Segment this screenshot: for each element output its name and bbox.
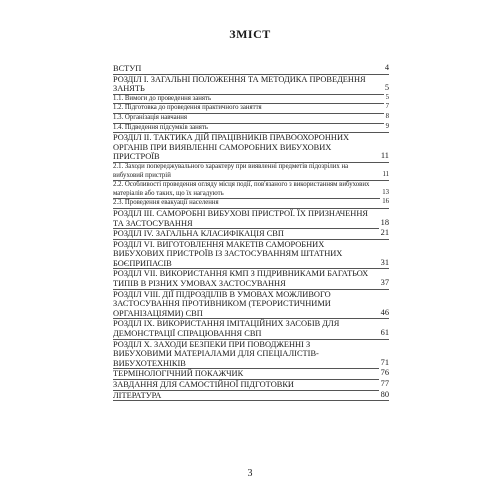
- toc-entry-1-4: [113, 124, 389, 134]
- page-number: 3: [247, 468, 253, 479]
- toc-entry-page: 37: [380, 278, 389, 288]
- toc-entry-text: 1.3. Організація навчання: [113, 113, 188, 121]
- toc-entry-page: 31: [380, 257, 389, 267]
- toc-entry-page: 16: [382, 198, 389, 206]
- toc-entry-page: 18: [380, 217, 389, 227]
- toc-entry-self-study: [113, 380, 389, 391]
- toc-entry-text: ЗАВДАННЯ ДЛЯ САМОСТІЙНОЇ ПІДГОТОВКИ: [113, 380, 294, 389]
- toc-entry-intro: [113, 64, 389, 75]
- toc-entry-2-1: [113, 163, 389, 181]
- toc-entry-section-6: [113, 240, 389, 270]
- toc-entry-section-10: [113, 340, 389, 370]
- table-of-contents: [113, 64, 389, 401]
- toc-entry-page: 80: [380, 389, 389, 399]
- toc-entry-text: 1.2. Підготовка до проведення практичного заняття: [113, 104, 262, 112]
- toc-entry-section-8: [113, 290, 389, 320]
- toc-entry-text: РОЗДІЛ VII. ВИКОРИСТАННЯ КМП З ПІДРИВНИКАМИ БАГАТЬОХ ТИПІВ В РІЗНИХ УМОВАХ ЗАСТОСУВАННЯ: [113, 269, 369, 289]
- toc-entry-page: 9: [385, 122, 389, 130]
- toc-entry-page: 77: [380, 379, 389, 388]
- toc-entry-text: РОЗДІЛ IX. ВИКОРИСТАННЯ ІМІТАЦІЙНИХ ЗАСОБІВ ДЛЯ ДЕМОНСТРАЦІЇ СПРАЦЮВАННЯ СВП: [113, 319, 340, 339]
- toc-entry-section-1: [113, 75, 389, 95]
- toc-entry-page: 5: [384, 83, 389, 93]
- toc-entry-page: 61: [380, 328, 389, 338]
- toc-entry-page: 11: [382, 170, 389, 178]
- toc-entry-text: ТЕРМІНОЛОГІЧНИЙ ПОКАЖЧИК: [113, 369, 244, 379]
- toc-entry-section-7: [113, 269, 389, 289]
- toc-entry-page: 8: [385, 112, 389, 120]
- toc-entry-text: ВСТУП: [113, 64, 142, 73]
- page-title: ЗМІСТ: [229, 27, 271, 41]
- toc-entry-text: РОЗДІЛ II. ТАКТИКА ДІЙ ПРАЦІВНИКІВ ПРАВООХОРОННИХ ОРГАНІВ ПРИ ВИЯВЛЕННІ САМОРОБНИХ ВИБУХОВИХ ПРИСТРОЇВ: [113, 133, 350, 162]
- toc-entry-1-3: [113, 114, 389, 124]
- toc-entry-2-2: [113, 181, 389, 199]
- toc-entry-1-1: [113, 95, 389, 105]
- toc-entry-text: РОЗДІЛ III. САМОРОБНІ ВИБУХОВІ ПРИСТРОЇ. ЇХ ПРИЗНАЧЕННЯ ТА ЗАСТОСУВАННЯ: [113, 208, 368, 228]
- toc-entry-section-3: [113, 209, 389, 229]
- toc-entry-page: 13: [382, 188, 389, 196]
- toc-entry-section-2: [113, 133, 389, 163]
- toc-entry-text: 2.2. Особливості проведення огляду місця події, пов'язаного з використанням вибухових матеріалів або таких, що їх нагадують: [113, 181, 370, 197]
- toc-entry-text: ЛІТЕРАТУРА: [113, 390, 162, 400]
- toc-entry-literature: [113, 391, 389, 402]
- toc-entry-page: 5: [385, 93, 389, 101]
- toc-entry-2-3: [113, 199, 389, 209]
- toc-entry-text: РОЗДІЛ X. ЗАХОДИ БЕЗПЕКИ ПРИ ПОВОДЖЕННІ З ВИБУХОВИМИ МАТЕРІАЛАМИ ДЛЯ СПЕЦІАЛІСТІВ-ВИБУХОТЕХНІКІВ: [113, 339, 319, 368]
- toc-entry-text: 1.4. Підведення підсумків занять: [113, 123, 208, 131]
- toc-entry-text: РОЗДІЛ I. ЗАГАЛЬНІ ПОЛОЖЕННЯ ТА МЕТОДИКА ПРОВЕДЕННЯ ЗАНЯТЬ: [113, 74, 366, 94]
- toc-entry-text: 1.1. Вимоги до проведення занять: [113, 94, 212, 102]
- toc-entry-text: РОЗДІЛ VI. ВИГОТОВЛЕННЯ МАКЕТІВ САМОРОБНИХ ВИБУХОВИХ ПРИСТРОЇВ ІЗ ЗАСТОСУВАННЯМ ШТАТНИХ БОЄПРИПАСІВ: [113, 239, 343, 268]
- toc-entry-text: 2.1. Заходи попереджувального характеру при виявленні предметів підозрілих на вибуховий пристрій: [113, 162, 349, 179]
- toc-entry-section-4: [113, 229, 389, 240]
- toc-entry-text: РОЗДІЛ IV. ЗАГАЛЬНА КЛАСИФІКАЦІЯ СВП: [113, 229, 284, 239]
- toc-entry-page: 4: [384, 63, 389, 72]
- toc-entry-page: 21: [380, 228, 389, 238]
- toc-entry-1-2: [113, 104, 389, 114]
- toc-entry-page: 76: [380, 368, 389, 378]
- toc-entry-text: 2.3. Проведення евакуації населення: [113, 199, 219, 207]
- toc-entry-section-9: [113, 319, 389, 339]
- toc-entry-page: 46: [380, 307, 389, 317]
- toc-entry-glossary: [113, 369, 389, 380]
- toc-entry-page: 71: [380, 357, 389, 367]
- toc-entry-text: РОЗДІЛ VIII. ДІЇ ПІДРОЗДІЛІВ В УМОВАХ МОЖЛИВОГО ЗАСТОСУВАННЯ ПРОТИВНИКОМ (ТЕРОРИСТИЧНИМИ ОРГАНІЗАЦІЯМИ) СВП: [113, 289, 331, 318]
- toc-entry-page: 7: [385, 103, 389, 111]
- toc-entry-page: 11: [380, 151, 389, 161]
